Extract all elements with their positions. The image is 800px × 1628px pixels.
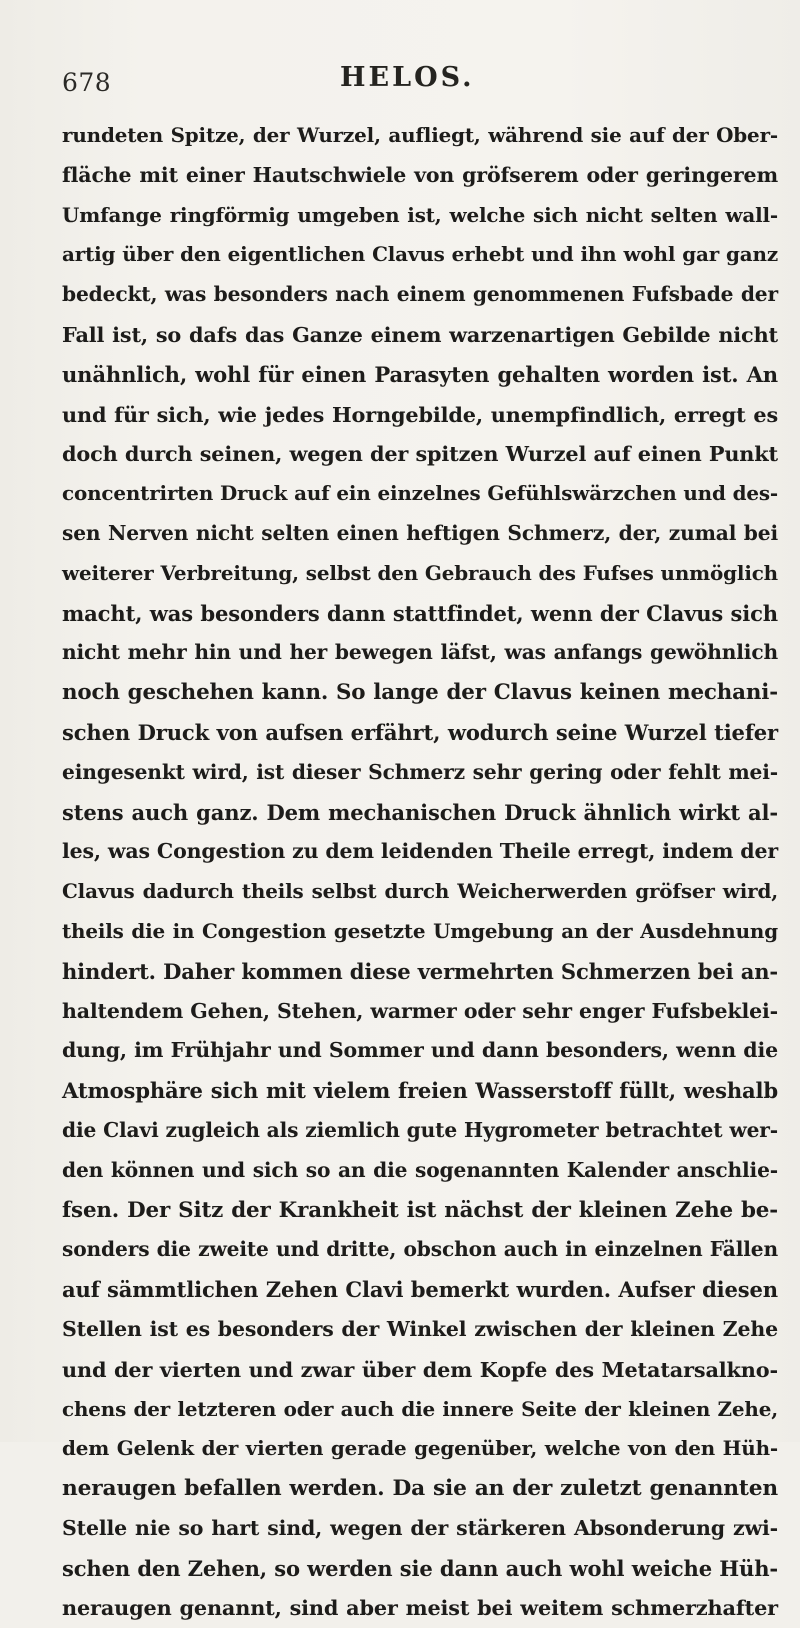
text-line-16: schen Druck von aufsen erfährt, wodurch seine Wurzel tiefer [62,719,778,745]
body-text [62,116,778,1628]
text-line-24: dung, im Frühjahr und Sommer und dann besonders, wenn die [62,1038,778,1063]
text-line-5: bedeckt, was besonders nach einem genommenen Fufsbade der [62,282,778,307]
text-line-38: neraugen genannt, sind aber meist bei weitem schmerzhafter [62,1595,778,1621]
text-line-1: rundeten Spitze, der Wurzel, aufliegt, während sie auf der Ober- [62,123,778,147]
text-line-6: Fall ist, so dafs das Ganze einem warzenartigen Gebilde nicht [62,321,778,347]
text-line-10: concentrirten Druck auf ein einzelnes Gefühlswärzchen und des- [62,481,778,506]
running-head: HELOS. [340,62,475,93]
text-line-21: theils die in Congestion gesetzte Umgebung an der Ausdehnung [62,918,778,943]
text-line-17: eingesenkt wird, ist dieser Schmerz sehr gering oder fehlt mei- [62,759,778,784]
text-line-27: den können und sich so an die sogenannten Kalender anschlie- [62,1157,778,1182]
text-line-22: hindert. Daher kommen diese vermehrten Schmerzen bei an- [62,958,778,984]
text-line-8: und für sich, wie jedes Horngebilde, unempfindlich, erregt es [62,401,778,427]
text-line-26: die Clavi zugleich als ziemlich gute Hygrometer betrachtet wer- [62,1117,778,1142]
text-line-12: weiterer Verbreitung, selbst den Gebrauch des Fufses unmöglich [62,560,778,585]
text-line-18: stens auch ganz. Dem mechanischen Druck ähnlich wirkt al- [62,799,778,825]
text-line-19: les, was Congestion zu dem leidenden Theile erregt, indem der [62,839,778,864]
text-line-32: und der vierten und zwar über dem Kopfe des Metatarsalkno- [62,1356,778,1382]
text-line-20: Clavus dadurch theils selbst durch Weicherwerden gröfser wird, [62,879,778,904]
text-line-14: nicht mehr hin und her bewegen läfst, was anfangs gewöhnlich [62,640,778,665]
text-line-30: auf sämmtlichen Zehen Clavi bemerkt wurden. Aufser diesen [62,1277,778,1303]
text-line-13: macht, was besonders dann stattfindet, wenn der Clavus sich [62,600,778,626]
text-line-11: sen Nerven nicht selten einen heftigen Schmerz, der, zumal bei [62,520,778,545]
text-line-37: schen den Zehen, so werden sie dann auch wohl weiche Hüh- [62,1555,778,1581]
text-line-9: doch durch seinen, wegen der spitzen Wurzel auf einen Punkt [62,441,778,467]
page-number: 678 [62,68,112,97]
text-line-36: Stelle nie so hart sind, wegen der stärkeren Absonderung zwi- [62,1515,778,1540]
text-line-2: fläche mit einer Hautschwiele von gröfserem oder geringerem [62,162,778,187]
text-line-7: unähnlich, wohl für einen Parasyten gehalten worden ist. An [62,361,778,387]
text-line-31: Stellen ist es besonders der Winkel zwischen der kleinen Zehe [62,1316,778,1341]
text-line-23: haltendem Gehen, Stehen, warmer oder sehr enger Fufsbeklei- [62,998,778,1023]
text-line-15: noch geschehen kann. So lange der Clavus keinen mechani- [62,680,778,706]
text-line-35: neraugen befallen werden. Da sie an der zuletzt genannten [62,1476,778,1502]
text-line-4: artig über den eigentlichen Clavus erhebt und ihn wohl gar ganz [62,242,778,267]
text-line-29: sonders die zweite und dritte, obschon auch in einzelnen Fällen [62,1237,778,1262]
text-line-34: dem Gelenk der vierten gerade gegenüber, welche von den Hüh- [62,1436,778,1461]
text-line-3: Umfange ringförmig umgeben ist, welche sich nicht selten wall- [62,202,778,227]
text-line-25: Atmosphäre sich mit vielem freien Wasserstoff füllt, weshalb [62,1078,778,1104]
text-line-28: fsen. Der Sitz der Krankheit ist nächst der kleinen Zehe be- [62,1197,778,1223]
text-line-33: chens der letzteren oder auch die innere Seite der kleinen Zehe, [62,1396,778,1421]
